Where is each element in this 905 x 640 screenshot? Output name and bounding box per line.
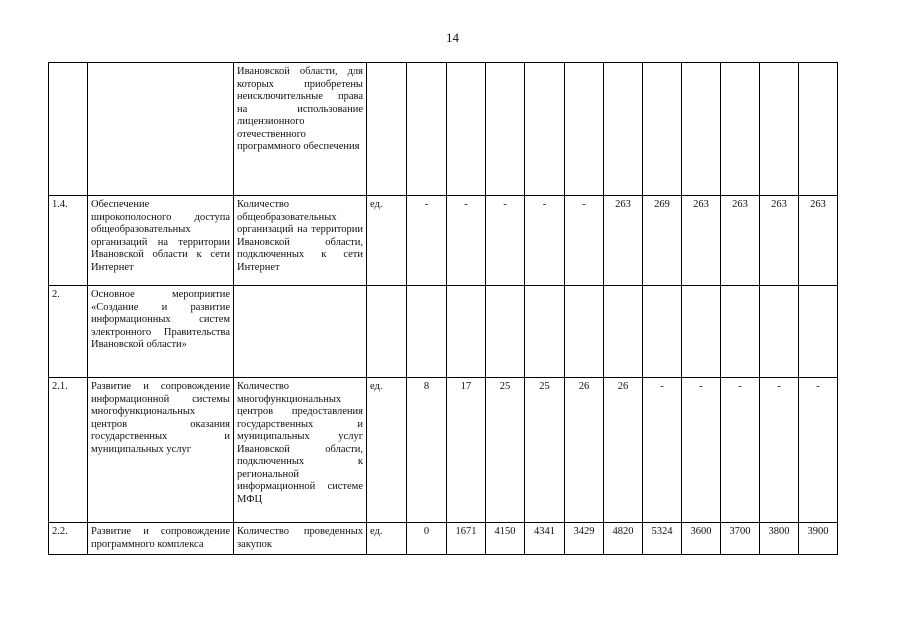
value-cell [799, 63, 838, 196]
value-cell [525, 286, 565, 378]
value-cell [643, 63, 682, 196]
value-cell: - [682, 378, 721, 523]
row-number-cell: 2. [49, 286, 88, 378]
value-cell [447, 286, 486, 378]
value-cell [604, 63, 643, 196]
value-cell: - [447, 196, 486, 286]
value-cell: - [407, 196, 447, 286]
value-cell: - [643, 378, 682, 523]
value-cell: 3700 [721, 523, 760, 555]
unit-cell [367, 63, 407, 196]
unit-cell: ед. [367, 196, 407, 286]
value-cell [721, 63, 760, 196]
value-cell [447, 63, 486, 196]
value-cell: 4150 [486, 523, 525, 555]
value-cell: 4820 [604, 523, 643, 555]
page-number: 14 [446, 30, 459, 45]
measure-name-cell: Основное мероприятие «Создание и развитие информационных систем электронного Правительства Ивановской области» [88, 286, 234, 378]
measure-name-cell: Обеспечение широкополосного доступа общеобразовательных организаций на территории Ивановской области к сети Интернет [88, 196, 234, 286]
row-number-cell: 1.4. [49, 196, 88, 286]
row-number-cell [49, 63, 88, 196]
value-cell [565, 286, 604, 378]
unit-cell [367, 286, 407, 378]
value-cell: - [525, 196, 565, 286]
value-cell [643, 286, 682, 378]
indicator-name-cell: Количество общеобразовательных организаций на территории Ивановской области, подключенных к сети Интернет [234, 196, 367, 286]
table-row [49, 286, 838, 378]
unit-cell: ед. [367, 378, 407, 523]
measure-name-cell: Развитие и сопровождение информационной системы многофункциональных центров оказания государственных и муниципальных услуг [88, 378, 234, 523]
value-cell: 269 [643, 196, 682, 286]
value-cell: 26 [604, 378, 643, 523]
value-cell: 3600 [682, 523, 721, 555]
value-cell: - [486, 196, 525, 286]
value-cell: 263 [604, 196, 643, 286]
value-cell: - [721, 378, 760, 523]
table-row [49, 523, 838, 555]
indicator-name-cell: Количество многофункциональных центров предоставления государственных и муниципальных услуг Ивановской области, подключенных к региональной информационной системе МФЦ [234, 378, 367, 523]
value-cell: 26 [565, 378, 604, 523]
value-cell [407, 63, 447, 196]
value-cell: - [760, 378, 799, 523]
value-cell: 3429 [565, 523, 604, 555]
value-cell [682, 286, 721, 378]
value-cell: 8 [407, 378, 447, 523]
unit-cell: ед. [367, 523, 407, 555]
value-cell [760, 63, 799, 196]
value-cell [525, 63, 565, 196]
value-cell: 0 [407, 523, 447, 555]
value-cell [760, 286, 799, 378]
value-cell: 3900 [799, 523, 838, 555]
value-cell [565, 63, 604, 196]
value-cell: 263 [721, 196, 760, 286]
table-row [49, 378, 838, 523]
value-cell: 25 [486, 378, 525, 523]
measure-name-cell: Развитие и сопровождение программного комплекса [88, 523, 234, 555]
value-cell [721, 286, 760, 378]
value-cell: 25 [525, 378, 565, 523]
value-cell [604, 286, 643, 378]
indicators-table [48, 62, 838, 555]
value-cell [486, 63, 525, 196]
row-number-cell: 2.1. [49, 378, 88, 523]
value-cell: 4341 [525, 523, 565, 555]
row-number-cell: 2.2. [49, 523, 88, 555]
value-cell: 3800 [760, 523, 799, 555]
measure-name-cell [88, 63, 234, 196]
value-cell: 5324 [643, 523, 682, 555]
value-cell: 263 [760, 196, 799, 286]
value-cell: 17 [447, 378, 486, 523]
indicator-name-cell: Ивановской области, для которых приобретены неисключительные права на использование лицензионного отечественного программного обеспечения [234, 63, 367, 196]
table-row [49, 63, 838, 196]
indicator-name-cell [234, 286, 367, 378]
value-cell: - [799, 378, 838, 523]
value-cell [682, 63, 721, 196]
value-cell: 263 [799, 196, 838, 286]
value-cell: 1671 [447, 523, 486, 555]
indicator-name-cell: Количество проведенных закупок [234, 523, 367, 555]
value-cell: 263 [682, 196, 721, 286]
value-cell [486, 286, 525, 378]
table-row [49, 196, 838, 286]
value-cell: - [565, 196, 604, 286]
value-cell [799, 286, 838, 378]
value-cell [407, 286, 447, 378]
